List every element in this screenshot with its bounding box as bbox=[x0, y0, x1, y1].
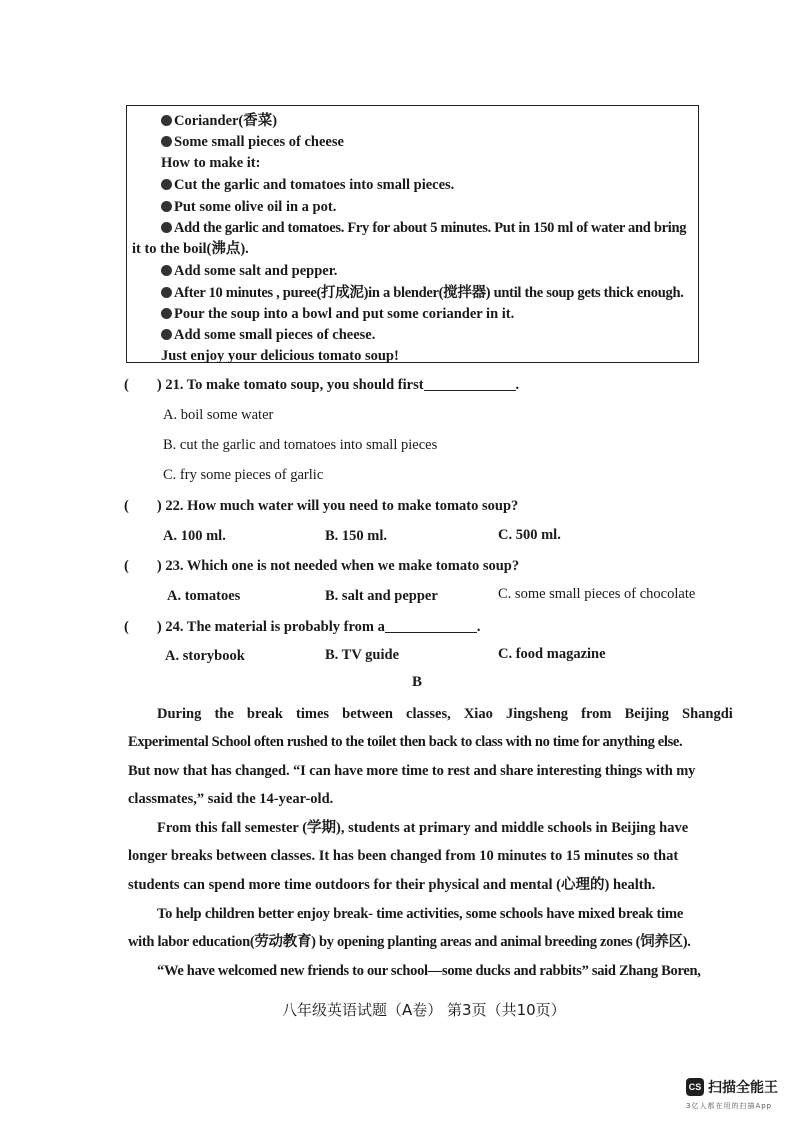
recipe-step-text: Cut the garlic and tomatoes into small pieces. bbox=[174, 177, 455, 193]
answer-paren-close: ) bbox=[156, 558, 162, 574]
question-text: 21. To make tomato soup, you should first bbox=[165, 377, 424, 393]
option-c: C. 500 ml. bbox=[498, 527, 561, 543]
recipe-item bbox=[161, 133, 344, 151]
bullet-icon bbox=[161, 201, 172, 212]
camscanner-logo-icon: CS bbox=[686, 1078, 704, 1096]
recipe-step bbox=[161, 219, 686, 237]
paragraph-line: with labor education(劳动教育) by opening planting areas and animal breeding zones (饲养区). bbox=[128, 934, 691, 950]
how-to-heading: How to make it: bbox=[161, 155, 261, 171]
recipe-step bbox=[161, 305, 514, 323]
recipe-step-continuation: it to the boil(沸点). bbox=[132, 241, 249, 257]
bullet-icon bbox=[161, 308, 172, 319]
option-b: B. salt and pepper bbox=[325, 588, 438, 604]
recipe-step bbox=[161, 284, 684, 302]
recipe-closing: Just enjoy your delicious tomato soup! bbox=[161, 348, 399, 364]
answer-paren-open: ( bbox=[124, 498, 129, 514]
answer-blank[interactable] bbox=[424, 376, 516, 391]
answer-paren-open: ( bbox=[124, 558, 129, 574]
recipe-item-text: Some small pieces of cheese bbox=[174, 134, 344, 150]
paragraph-line: From this fall semester (学期), students at primary and middle schools in Beijing have bbox=[157, 820, 689, 836]
recipe-item-text: Coriander(香菜) bbox=[174, 113, 278, 129]
answer-paren-close: ) bbox=[156, 619, 162, 635]
option-c: C. some small pieces of chocolate bbox=[498, 586, 696, 602]
answer-paren-close: ) bbox=[156, 498, 162, 514]
option-a: A. tomatoes bbox=[167, 588, 241, 604]
question-22 bbox=[124, 497, 518, 515]
paragraph-line: students can spend more time outdoors for their physical and mental (心理的) health. bbox=[128, 877, 656, 893]
recipe-step-text: Put some olive oil in a pot. bbox=[174, 199, 337, 215]
recipe-item bbox=[161, 112, 277, 130]
recipe-step-text: Add some small pieces of cheese. bbox=[174, 327, 376, 343]
paragraph-line: But now that has changed. “I can have more time to rest and share interesting things with my bbox=[128, 763, 696, 779]
scanner-app-name: 扫描全能王 bbox=[708, 1080, 778, 1096]
option-a: A. 100 ml. bbox=[163, 528, 226, 544]
scanner-tagline: 3亿人都在用的扫描App bbox=[686, 1102, 773, 1110]
paragraph-line: Experimental School often rushed to the toilet then back to class with no time for anything else. bbox=[128, 734, 683, 750]
recipe-step bbox=[161, 176, 454, 194]
option-a: A. storybook bbox=[165, 648, 245, 664]
paragraph-line: classmates,” said the 14-year-old. bbox=[128, 791, 334, 807]
option-c: C. food magazine bbox=[498, 646, 606, 662]
answer-paren-open: ( bbox=[124, 377, 129, 393]
option-b: B. TV guide bbox=[325, 647, 400, 663]
bullet-icon bbox=[161, 265, 172, 276]
answer-paren-close: ) bbox=[156, 377, 162, 393]
page-footer: 八年级英语试题（A卷） 第3页（共10页） bbox=[282, 1001, 566, 1019]
recipe-step-text: Pour the soup into a bowl and put some coriander in it. bbox=[174, 306, 515, 322]
recipe-step-text: Add some salt and pepper. bbox=[174, 263, 338, 279]
answer-blank[interactable] bbox=[385, 618, 477, 633]
option-b: B. 150 ml. bbox=[325, 528, 388, 544]
option-c: C. fry some pieces of garlic bbox=[163, 467, 324, 483]
bullet-icon bbox=[161, 115, 172, 126]
bullet-icon bbox=[161, 329, 172, 340]
recipe-step bbox=[161, 326, 375, 344]
bullet-icon bbox=[161, 287, 172, 298]
recipe-step bbox=[161, 262, 337, 280]
question-text: 23. Which one is not needed when we make tomato soup? bbox=[165, 558, 520, 574]
question-end: . bbox=[476, 619, 481, 635]
answer-paren-open: ( bbox=[124, 619, 129, 635]
section-heading: B bbox=[412, 674, 423, 690]
recipe-step-text: Add the garlic and tomatoes. Fry for about 5 minutes. Put in 150 ml of water and bring bbox=[174, 220, 687, 236]
paragraph-line: longer breaks between classes. It has been changed from 10 minutes to 15 minutes so that bbox=[128, 848, 679, 864]
bullet-icon bbox=[161, 136, 172, 147]
question-text: 22. How much water will you need to make tomato soup? bbox=[165, 498, 519, 514]
paragraph-line: During the break times between classes, Xiao Jingsheng from Beijing Shangdi bbox=[157, 706, 733, 722]
question-text: 24. The material is probably from a bbox=[165, 619, 385, 635]
recipe-step-text: After 10 minutes , puree(打成泥)in a blender(搅拌器) until the soup gets thick enough. bbox=[174, 285, 684, 301]
question-end: . bbox=[515, 377, 520, 393]
bullet-icon bbox=[161, 179, 172, 190]
bullet-icon bbox=[161, 222, 172, 233]
paragraph-line: To help children better enjoy break- time activities, some schools have mixed break time bbox=[157, 906, 684, 922]
recipe-step bbox=[161, 198, 336, 216]
question-21 bbox=[124, 376, 519, 394]
option-a: A. boil some water bbox=[163, 407, 274, 423]
paragraph-line: “We have welcomed new friends to our school—some ducks and rabbits” said Zhang Boren, bbox=[157, 963, 701, 979]
question-24 bbox=[124, 618, 480, 636]
question-23 bbox=[124, 557, 519, 575]
option-b: B. cut the garlic and tomatoes into small pieces bbox=[163, 437, 438, 453]
